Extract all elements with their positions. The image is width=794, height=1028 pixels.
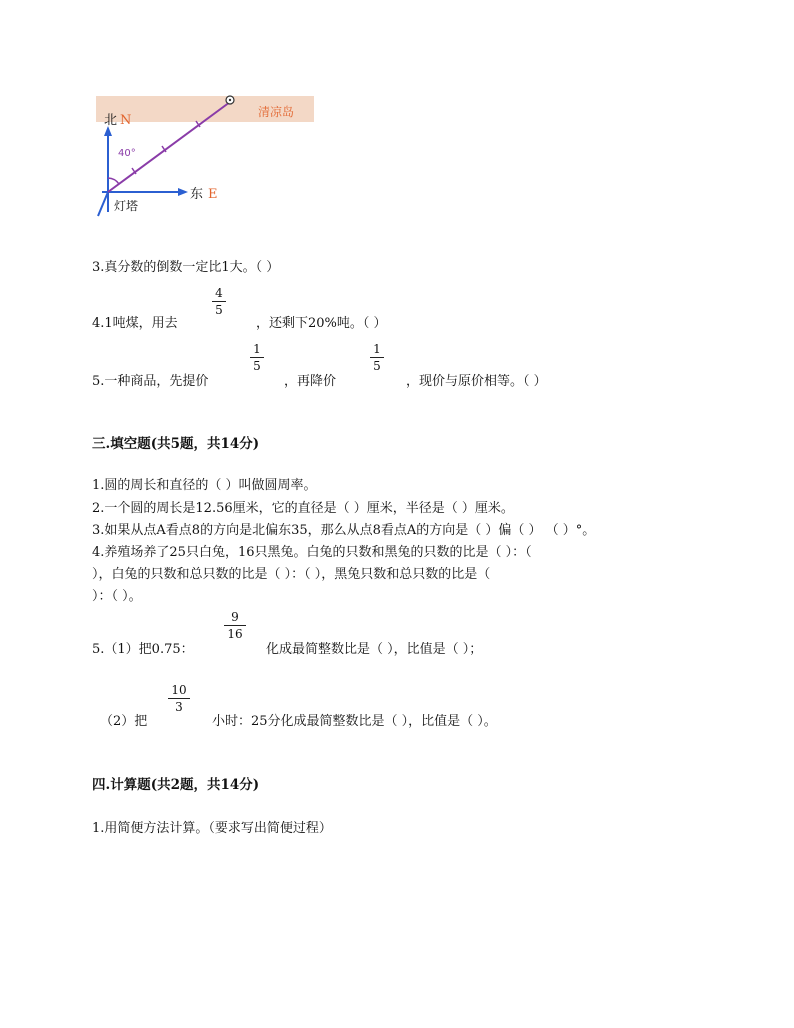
judge-question-4-start: 4.1吨煤，用去: [92, 316, 178, 331]
fraction-nine-sixteenths: [224, 610, 246, 641]
north-label: 北: [104, 113, 118, 128]
judge-question-5-start: 5.一种商品，先提价: [92, 374, 209, 389]
section-title-calc: 四.计算题(共2题，共14分): [92, 777, 260, 793]
fraction-one-fifth-a: [250, 342, 264, 373]
fraction-numerator: 1: [373, 342, 381, 356]
fraction-denominator: 16: [227, 627, 243, 641]
east-arrow-icon: [178, 188, 188, 196]
east-label: 东: [190, 187, 204, 202]
section-title-fill: 三.填空题(共5题，共14分): [92, 436, 260, 452]
judge-question-5-end: ，现价与原价相等。（ ）: [406, 374, 547, 389]
fraction-one-fifth-b: [370, 342, 384, 373]
origin-label: 灯塔: [114, 199, 139, 213]
direction-diagram: [92, 94, 316, 220]
fill-question-4-line-1: 4.养殖场养了25只白兔，16只黑兔。白兔的只数和黑兔的只数的比是（ ）：（: [92, 545, 532, 560]
fill-question-4-line-3: ）：（ ）。: [92, 589, 142, 604]
east-letter: E: [208, 187, 218, 202]
judge-question-5-mid: ，再降价: [284, 374, 337, 389]
north-letter: N: [120, 113, 132, 128]
fill-question-1: 1.圆的周长和直径的（ ）叫做圆周率。: [92, 478, 317, 493]
fill-question-5-part-1-start: 5.（1）把0.75：: [92, 642, 194, 657]
fraction-denominator: 5: [373, 359, 381, 373]
angle-label: 40°: [118, 148, 136, 159]
fill-question-3: 3.如果从点A看点8的方向是北偏东35，那么从点8看点A的方向是（ ）偏（ ） （ ）°。: [92, 523, 596, 538]
fraction-numerator: 4: [215, 286, 223, 300]
fraction-four-fifths: [212, 286, 226, 317]
fraction-denominator: 3: [175, 700, 183, 714]
judge-question-4-end: ，还剩下20%吨。（ ）: [256, 316, 387, 331]
angle-arc: [108, 178, 119, 184]
fill-question-5-part-2-end: 小时：25分化成最简整数比是（ ），比值是（ ）。: [212, 714, 497, 729]
fill-question-2: 2.一个圆的周长是12.56厘米，它的直径是（ ）厘米，半径是（ ）厘米。: [92, 501, 514, 516]
southwest-line: [98, 192, 108, 216]
fraction-ten-thirds: [168, 683, 190, 714]
calc-question-1: 1.用简便方法计算。（要求写出简便过程）: [92, 821, 332, 836]
fraction-numerator: 10: [171, 683, 187, 697]
fraction-numerator: 9: [231, 610, 239, 624]
fill-question-5-part-1-end: 化成最简整数比是（ ），比值是（ ）；: [266, 642, 483, 657]
fraction-denominator: 5: [253, 359, 261, 373]
fill-question-4-line-2: ），白兔的只数和总只数的比是（ ）：（ ），黑兔只数和总只数的比是（: [92, 567, 491, 582]
fraction-numerator: 1: [253, 342, 261, 356]
fill-question-5-part-2-start: （2）把: [100, 714, 148, 729]
fraction-denominator: 5: [215, 303, 223, 317]
destination-label: 清凉岛: [258, 105, 295, 119]
judge-question-3: 3.真分数的倒数一定比1大。（ ）: [92, 260, 280, 275]
